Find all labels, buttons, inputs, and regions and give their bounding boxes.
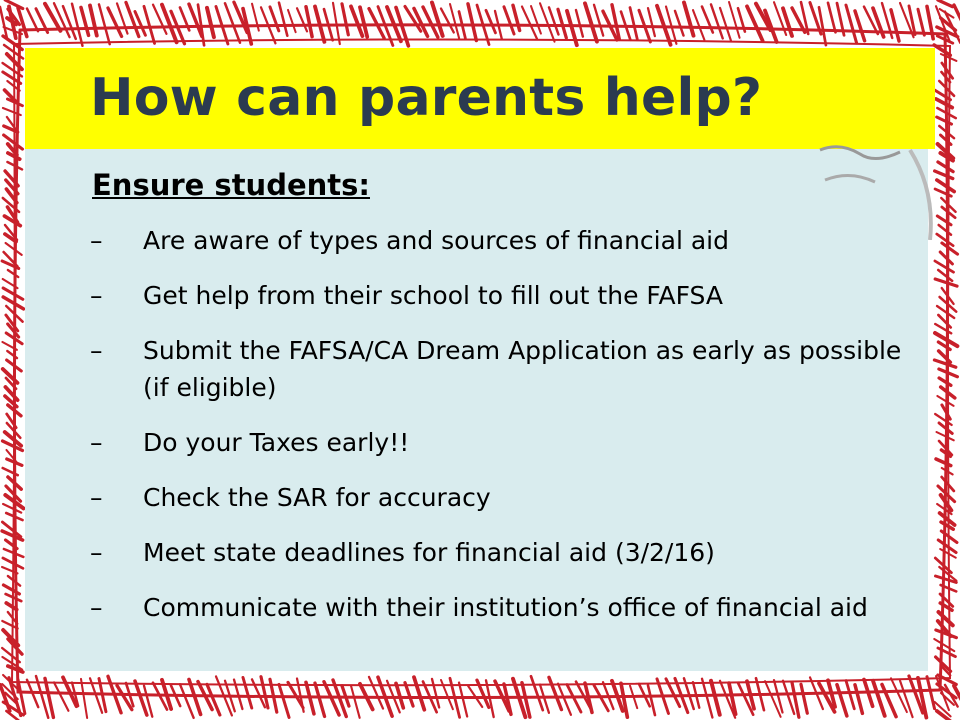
scribble-stroke (855, 685, 862, 713)
dash-bullet-icon: – (90, 336, 103, 365)
bullet-text: Check the SAR for accuracy (143, 483, 491, 512)
scribble-stroke (828, 3, 835, 32)
bullet-text: Get help from their school to fill out the FAFSA (143, 281, 723, 310)
scribble-stroke (549, 677, 561, 709)
scribble-stroke (918, 9, 924, 35)
scribble-stroke (3, 702, 23, 715)
scribble-stroke (938, 540, 956, 553)
scribble-stroke (648, 8, 655, 36)
scribble-stroke (938, 0, 952, 7)
scribble-stroke (504, 7, 514, 34)
scribble-stroke (630, 8, 637, 40)
scribble-stroke (711, 681, 720, 715)
scribble-stroke (927, 677, 935, 709)
scribble-stroke (81, 679, 87, 718)
scribble-stroke (6, 243, 22, 255)
scribble-stroke (342, 4, 348, 35)
scribble-stroke (939, 378, 951, 385)
dash-bullet-icon: – (90, 281, 103, 310)
scribble-stroke (934, 360, 955, 367)
scribble-stroke (855, 11, 865, 41)
scribble-stroke (648, 686, 655, 716)
list-item (90, 479, 915, 516)
scribble-stroke (934, 639, 954, 651)
list-item (90, 332, 915, 406)
scribble-stroke (297, 678, 304, 711)
list-item (90, 222, 915, 259)
scribble-stroke (279, 684, 289, 717)
scribble-stroke (288, 10, 296, 32)
bullet-text: Submit the FAFSA/CA Dream Application as early as possible (if eligible) (143, 336, 902, 402)
section-heading: Ensure students: (92, 168, 370, 202)
scribble-stroke (4, 135, 23, 149)
scribble-stroke (774, 680, 782, 712)
scribble-stroke (846, 681, 854, 709)
list-item (90, 589, 915, 626)
scribble-stroke (90, 6, 97, 36)
scribble-stroke (81, 7, 89, 35)
scribble-stroke (468, 4, 476, 41)
dash-bullet-icon: – (90, 226, 103, 255)
scribble-stroke (486, 10, 495, 33)
bullet-text: Are aware of types and sources of financial aid (143, 226, 729, 255)
dash-bullet-icon: – (90, 593, 103, 622)
scribble-stroke (522, 7, 537, 39)
bullet-text: Do your Taxes early!! (143, 428, 410, 457)
list-item (90, 424, 915, 461)
scribble-stroke (270, 7, 279, 31)
scribble-stroke (207, 8, 214, 37)
scribble-stroke (45, 4, 60, 31)
scribble-stroke (540, 3, 555, 41)
list-item (90, 277, 915, 314)
bullet-list (90, 222, 915, 644)
scribble-stroke (837, 685, 847, 716)
dash-bullet-icon: – (90, 538, 103, 567)
scribble-stroke (576, 10, 583, 37)
scribble-stroke (531, 676, 543, 710)
scribble-stroke (0, 7, 7, 39)
scribble-stroke (315, 683, 325, 716)
scribble-stroke (459, 683, 467, 717)
scribble-stroke (351, 686, 360, 718)
bullet-text: Meet state deadlines for financial aid (3/2/16) (143, 538, 715, 567)
scribble-stroke (684, 3, 693, 36)
scribble-stroke (243, 677, 252, 708)
scribble-stroke (8, 270, 18, 277)
list-item (90, 534, 915, 571)
page-title: How can parents help? (90, 68, 763, 128)
bullet-text: Communicate with their institution’s office of financial aid (143, 593, 868, 622)
scribble-stroke (675, 11, 683, 36)
scribble-stroke (144, 6, 155, 43)
scribble-stroke (333, 3, 340, 44)
decorative-sketch-icon (815, 40, 945, 240)
scribble-stroke (801, 684, 807, 713)
dash-bullet-icon: – (90, 483, 103, 512)
scribble-stroke (405, 683, 413, 706)
dash-bullet-icon: – (90, 428, 103, 457)
